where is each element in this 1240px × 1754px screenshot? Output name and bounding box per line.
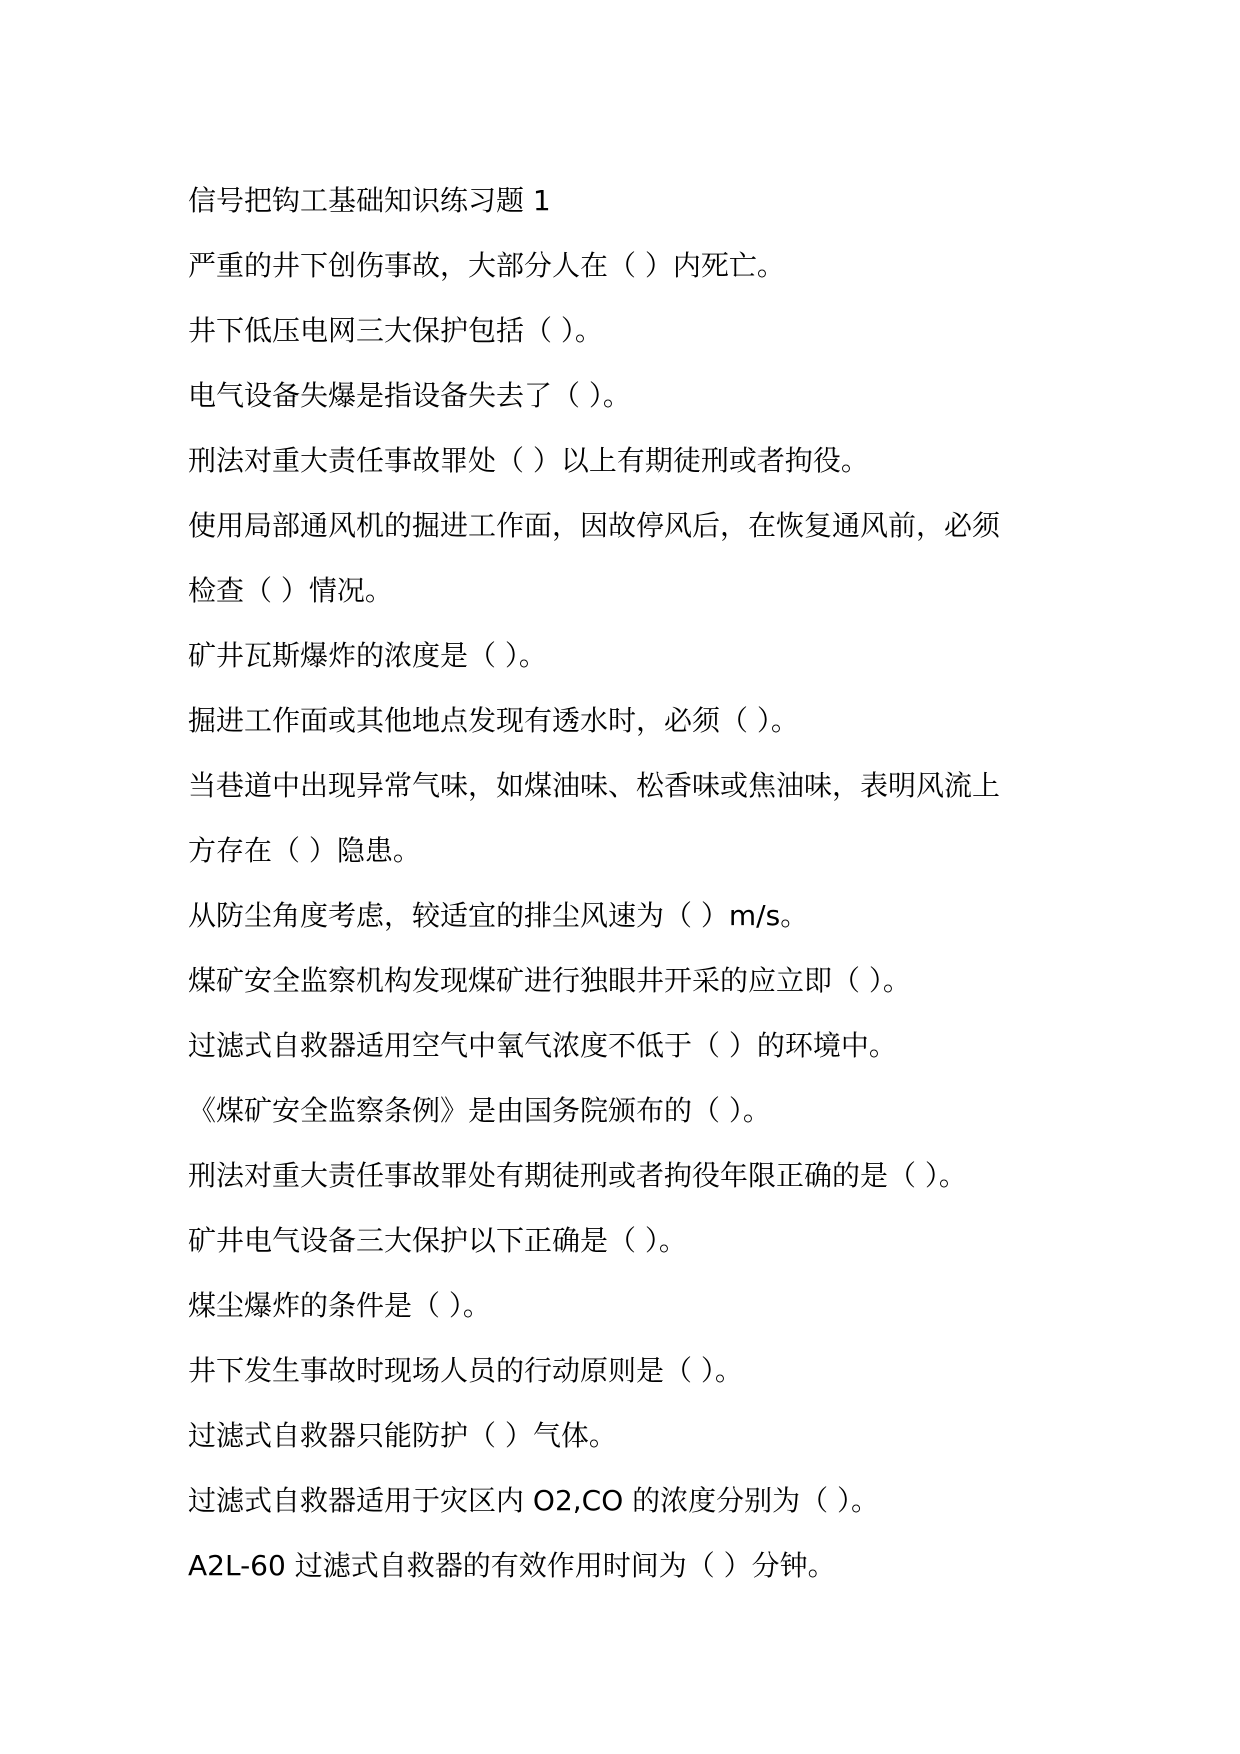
question-line-16: 井下发生事故时现场人员的行动原则是（ ）。: [188, 1354, 743, 1387]
question-line-14: 矿井电气设备三大保护以下正确是（ ）。: [188, 1224, 687, 1257]
question-line-5-continued: 检查（ ）情况。: [188, 574, 393, 607]
document-title: 信号把钩工基础知识练习题 1: [188, 184, 551, 217]
question-line-18: 过滤式自救器适用于灾区内 O2,CO 的浓度分别为（ ）。: [188, 1484, 880, 1517]
question-line-2: 井下低压电网三大保护包括（ ）。: [188, 314, 603, 347]
question-line-5: 使用局部通风机的掘进工作面，因故停风后，在恢复通风前，必须: [188, 509, 1001, 542]
question-line-7: 掘进工作面或其他地点发现有透水时，必须（ ）。: [188, 704, 799, 737]
question-line-11: 过滤式自救器适用空气中氧气浓度不低于（ ）的环境中。: [188, 1029, 897, 1062]
document-body: [188, 168, 1068, 1598]
question-line-13: 刑法对重大责任事故罪处有期徒刑或者拘役年限正确的是（ ）。: [188, 1159, 967, 1192]
question-line-3: 电气设备失爆是指设备失去了（ ）。: [188, 379, 631, 412]
question-line-12: 《煤矿安全监察条例》是由国务院颁布的（ ）。: [188, 1094, 771, 1127]
question-line-15: 煤尘爆炸的条件是（ ）。: [188, 1289, 491, 1322]
question-line-10: 煤矿安全监察机构发现煤矿进行独眼井开采的应立即（ ）。: [188, 964, 911, 997]
question-line-8: 当巷道中出现异常气味，如煤油味、松香味或焦油味，表明风流上: [188, 769, 1001, 802]
question-line-9: 从防尘角度考虑，较适宜的排尘风速为（ ）m/s。: [188, 899, 809, 932]
question-line-19: A2L-60 过滤式自救器的有效作用时间为（ ）分钟。: [188, 1549, 836, 1582]
question-line-6: 矿井瓦斯爆炸的浓度是（ ）。: [188, 639, 547, 672]
question-line-4: 刑法对重大责任事故罪处（ ）以上有期徒刑或者拘役。: [188, 444, 869, 477]
question-line-1: 严重的井下创伤事故，大部分人在（ ）内死亡。: [188, 249, 785, 282]
question-line-8-continued: 方存在（ ）隐患。: [188, 834, 421, 867]
question-line-17: 过滤式自救器只能防护（ ）气体。: [188, 1419, 617, 1452]
